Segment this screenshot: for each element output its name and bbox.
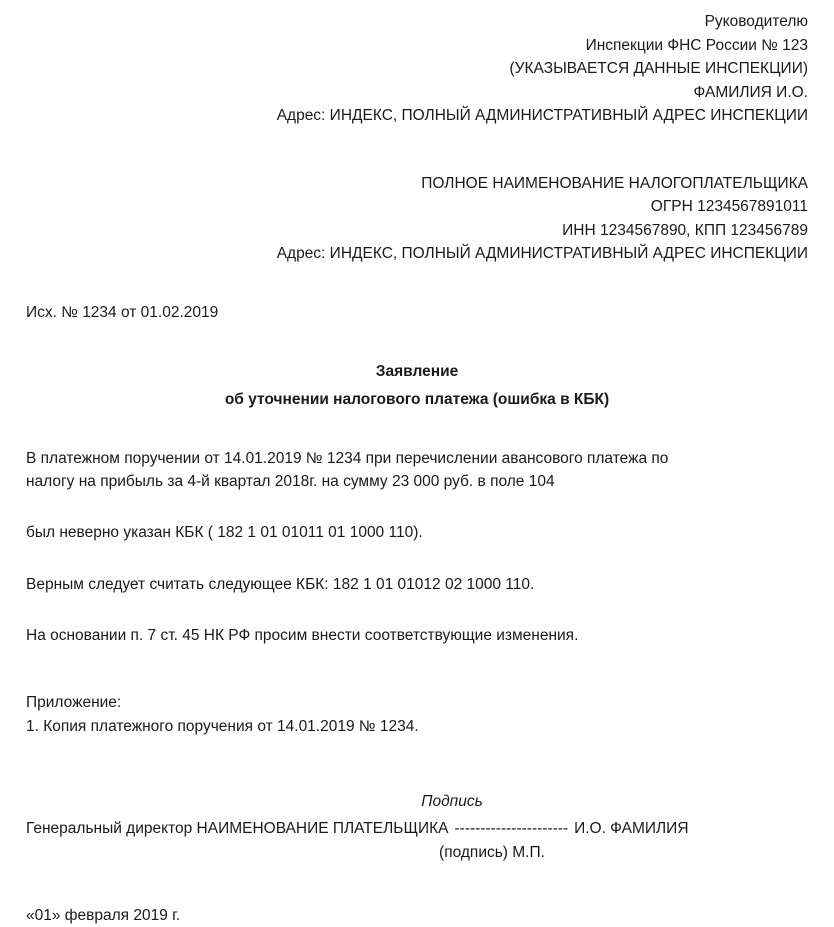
taxpayer-ogrn: ОГРН 1234567891011 [650, 198, 808, 216]
taxpayer-address: Адрес: ИНДЕКС, ПОЛНЫЙ АДМИНИСТРАТИВНЫЙ АДРЕС ИНСПЕКЦИИ [276, 245, 808, 263]
document-title-block [26, 360, 808, 411]
attachment-header: Приложение: [26, 694, 122, 712]
signature-row [26, 818, 808, 840]
body-paragraph-1-line-2: налогу на прибыль за 4-й квартал 2018г. на сумму 23 000 руб. в поле 104 [26, 473, 555, 491]
addressee-line-5: Адрес: ИНДЕКС, ПОЛНЫЙ АДМИНИСТРАТИВНЫЙ АДРЕС ИНСПЕКЦИИ [276, 107, 808, 125]
body-paragraph-2: был неверно указан КБК ( 182 1 01 01011 01 1000 110). [26, 524, 423, 542]
taxpayer-inn-kpp: ИНН 1234567890, КПП 123456789 [562, 221, 808, 239]
document-title: Заявление [375, 363, 459, 381]
signature-area [26, 791, 808, 864]
body-paragraph-1-line-1: В платежном поручении от 14.01.2019 № 1234 при перечислении авансового платежа по [26, 449, 669, 467]
signature-sub-label: (подпись) М.П. [439, 844, 545, 862]
body-paragraph-3: Верным следует считать следующее КБК: 182 1 01 01012 02 1000 110. [26, 575, 535, 593]
document-date: «01» февраля 2019 г. [26, 906, 181, 924]
taxpayer-name: ПОЛНОЕ НАИМЕНОВАНИЕ НАЛОГОПЛАТЕЛЬЩИКА [421, 174, 808, 192]
addressee-line-2: Инспекции ФНС России № 123 [585, 36, 808, 54]
addressee-line-4: ФАМИЛИЯ И.О. [693, 83, 808, 101]
attachment-item-1: 1. Копия платежного поручения от 14.01.2019 № 1234. [26, 718, 419, 736]
outgoing-number: Исх. № 1234 от 01.02.2019 [26, 303, 219, 321]
addressee-line-1: Руководителю [704, 13, 808, 30]
signature-dashes: ---------------------- [454, 819, 569, 837]
attachment-block [26, 691, 808, 739]
document-body [26, 447, 808, 647]
body-paragraph-4: На основании п. 7 ст. 45 НК РФ просим внести соответствующие изменения. [26, 626, 579, 644]
signer-name: И.О. ФАМИЛИЯ [574, 819, 689, 837]
signature-label: Подпись [421, 793, 483, 811]
document-subtitle: об уточнении налогового платежа (ошибка в КБК) [224, 390, 610, 408]
signer-position: Генеральный директор НАИМЕНОВАНИЕ ПЛАТЕЛЬЩИКА [26, 819, 449, 837]
addressee-block [26, 10, 808, 128]
addressee-line-3: (УКАЗЫВАЕТСЯ ДАННЫЕ ИНСПЕКЦИИ) [509, 60, 808, 78]
taxpayer-block [26, 172, 808, 266]
